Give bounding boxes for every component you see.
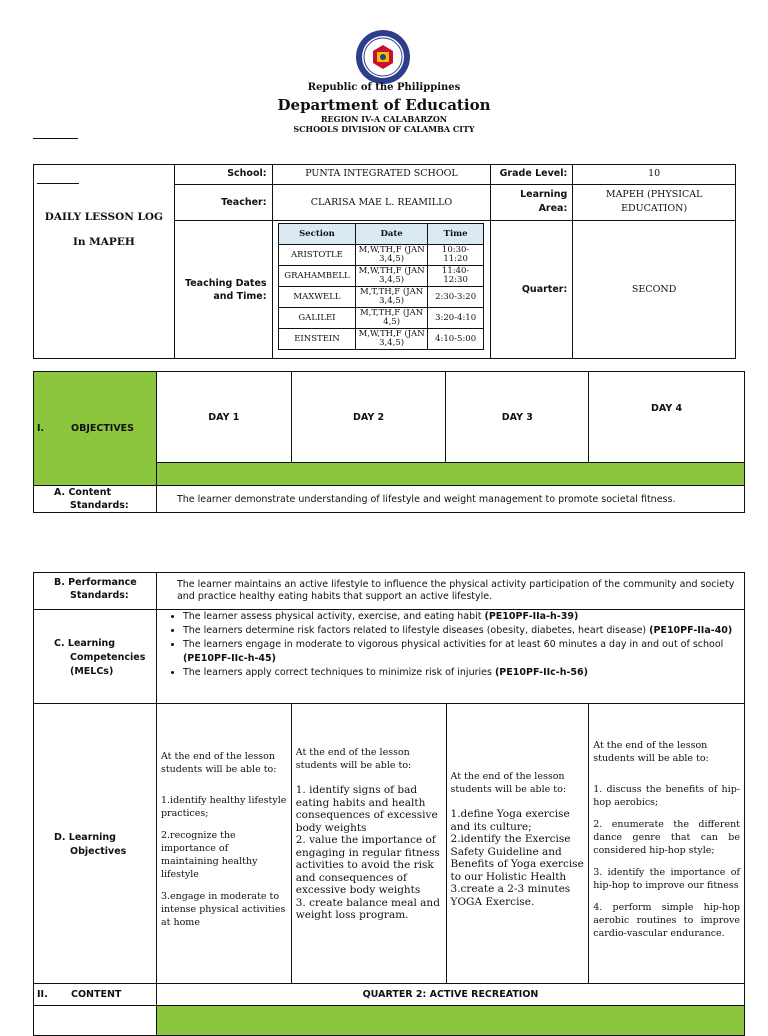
schedule-time: 10:30-11:20 [427, 245, 484, 266]
schedule-time: 3:20-4:10 [427, 308, 484, 329]
melc-text: The learners apply correct techniques to minimize risk of injuries [182, 667, 495, 678]
area-value [573, 185, 736, 221]
day4-obj-1: 1. discuss the benefits of hip-hop aerobics; [593, 783, 740, 808]
melc-label-line2: Competencies [70, 652, 146, 663]
day3-body: 1.define Yoga exercise and its culture; 2.identify the Exercise Safety Guideline and Benefits of Yoga exercise to our Holistic Health 3.create a 2-3 minutes YOGA Exercise. [450, 808, 584, 908]
schedule-time: 2:30-3:20 [427, 287, 484, 308]
content-standards-label-line1: A. Content [54, 487, 111, 498]
schedule-date: M,W,TH,F (JAN 3,4,5) [356, 245, 427, 266]
schedule-cell [272, 221, 491, 359]
dll-title [34, 165, 175, 359]
day4-obj-3: 3. identify the importance of hip-hop to improve our fitness [593, 866, 740, 891]
learning-objectives-label [34, 704, 157, 984]
schedule-row [278, 287, 484, 308]
melc-item [183, 638, 740, 666]
melc-code: (PE10PF-IIc-h-56) [494, 667, 588, 678]
day3-objectives [446, 704, 589, 984]
schedule-date: M,W,TH,F (JAN 3,4,5) [356, 329, 427, 350]
melc-code: (PE10PF-IIa-h-39) [484, 611, 579, 622]
school-label: School: [174, 165, 272, 185]
day2-body: 1. identify signs of bad eating habits and health consequences of excessive body weights 2. value the importance of engaging in regular fitness activities to avoid the risk and consequences of excessive body weights 3. create balance meal and weight loss program. [295, 784, 440, 922]
melc-text: The learner assess physical activity, exercise, and eating habit [182, 611, 485, 622]
day4-header: DAY 4 [589, 372, 745, 463]
content-standards-label-line2: Standards: [70, 500, 129, 511]
melc-list-cell [156, 610, 744, 704]
day4-obj-4: 4. perform simple hip-hop aerobic routines to improve cardio-vascular endurance. [593, 901, 740, 939]
teacher-label: Teacher: [174, 185, 272, 221]
schedule-section: GRAHAMBELL [278, 266, 356, 287]
melc-code: (PE10PF-IIa-40) [649, 625, 733, 636]
day3-intro: At the end of the lesson students will be able to: [450, 771, 567, 795]
region-line: REGION IV-A CALABARZON [320, 114, 448, 124]
content-label: CONTENT [71, 989, 122, 1000]
content-heading [34, 984, 157, 1006]
melc-text: The learners determine risk factors related to lifestyle diseases (obesity, diabetes, heart disease) [182, 625, 650, 636]
area-label [491, 185, 573, 221]
objectives-heading [34, 372, 157, 486]
grade-value: 10 [573, 165, 736, 185]
melc-text: The learners engage in moderate to vigorous physical activities for at least 60 minutes a day in and out of school [182, 639, 724, 650]
melc-label [34, 610, 157, 704]
dates-label [174, 221, 272, 359]
dll-title-line2: In MAPEH [72, 236, 135, 248]
content-standards-text: The learner demonstrate understanding of lifestyle and weight management to promote societal fitness. [156, 486, 744, 513]
title-rule [37, 183, 79, 184]
day4-objectives [589, 704, 745, 984]
objectives-label: OBJECTIVES [71, 423, 135, 434]
day1-intro: At the end of the lesson students will be able to: [160, 750, 277, 775]
melc-item [183, 610, 740, 624]
objectives-num: I. [37, 423, 45, 434]
schedule-row [278, 308, 484, 329]
performance-standards-label [34, 573, 157, 610]
melc-label-line3: (MELCs) [70, 666, 114, 677]
performance-standards-text: The learner maintains an active lifestyle to influence the physical activity participation of the community and society and practice healthy eating habits that support an active lifestyle. [156, 573, 744, 610]
day1-obj-3: 3.engage in moderate to intense physical activities at home [160, 890, 286, 928]
schedule-header-time: Time [427, 224, 484, 245]
content-blank-cell [34, 1006, 157, 1036]
content-green-band [156, 1006, 744, 1036]
day2-intro: At the end of the lesson students will be able to: [295, 747, 412, 772]
day2-header: DAY 2 [291, 372, 446, 463]
schedule-table [278, 223, 485, 350]
division-line: SCHOOLS DIVISION OF CALAMBA CITY [293, 124, 475, 134]
info-table [33, 164, 736, 359]
region-text [0, 114, 768, 134]
melc-code: (PE10PF-IIc-h-45) [182, 653, 276, 664]
day1-header: DAY 1 [156, 372, 291, 463]
teacher-value: CLARISA MAE L. REAMILLO [272, 185, 491, 221]
schedule-date: M,W,TH,F (JAN 3,4,5) [356, 266, 427, 287]
schedule-date: M,T,TH,F (JAN 3,4,5) [356, 287, 427, 308]
day1-obj-2: 2.recognize the importance of maintaining healthy lifestyle [160, 829, 258, 880]
standards-table [33, 572, 745, 1036]
schedule-time: 11:40-12:30 [427, 266, 484, 287]
area-value-line2: EDUCATION) [621, 203, 688, 214]
schedule-row [278, 329, 484, 350]
melc-list [157, 610, 740, 680]
schedule-header-date: Date [356, 224, 427, 245]
schedule-time: 4:10-5:00 [427, 329, 484, 350]
dates-label-line1: Teaching Dates [185, 277, 267, 289]
schedule-row [278, 266, 484, 287]
performance-label-line1: B. Performance [54, 577, 137, 588]
grade-label: Grade Level: [491, 165, 573, 185]
republic-text: Republic of the Philippines [307, 82, 461, 93]
objectives-table [33, 371, 745, 513]
day4-obj-2: 2. enumerate the different dance genre that can be considered hip-hop style; [593, 818, 740, 856]
dll-title-line1: DAILY LESSON LOG [44, 211, 163, 223]
day4-intro: At the end of the lesson students will be able to: [593, 739, 709, 764]
deped-seal-icon [355, 29, 411, 85]
schedule-section: EINSTEIN [278, 329, 356, 350]
schedule-date: M,T,TH,F (JAN 4,5) [356, 308, 427, 329]
schedule-section: GALILEI [278, 308, 356, 329]
area-label-line1: Learning [520, 189, 568, 200]
schedule-row [278, 245, 484, 266]
schedule-section: ARISTOTLE [278, 245, 356, 266]
day2-objectives [291, 704, 446, 984]
school-value: PUNTA INTEGRATED SCHOOL [272, 165, 491, 185]
melc-item [183, 666, 740, 680]
performance-label-line2: Standards: [70, 590, 129, 601]
department-title: Department of Education [277, 96, 491, 114]
area-value-line1: MAPEH (PHYSICAL [605, 189, 703, 200]
melc-label-line1: C. Learning [54, 638, 116, 649]
lo-label-line1: D. Learning [54, 832, 116, 843]
content-value: QUARTER 2: ACTIVE RECREATION [156, 984, 744, 1006]
quarter-label: Quarter: [491, 221, 573, 359]
content-standards-label [34, 486, 157, 513]
melc-item [183, 624, 740, 638]
day3-header: DAY 3 [446, 372, 589, 463]
header-rule [33, 138, 78, 139]
schedule-section: MAXWELL [278, 287, 356, 308]
schedule-header-section: Section [278, 224, 356, 245]
lo-label-line2: Objectives [70, 846, 127, 857]
area-label-line2: Area: [538, 203, 568, 214]
day1-obj-1: 1.identify healthy lifestyle practices; [160, 794, 287, 819]
green-band [156, 463, 744, 486]
content-num: II. [37, 989, 48, 1000]
dates-label-line2: and Time: [213, 290, 267, 302]
day1-objectives [156, 704, 291, 984]
quarter-value: SECOND [573, 221, 736, 359]
